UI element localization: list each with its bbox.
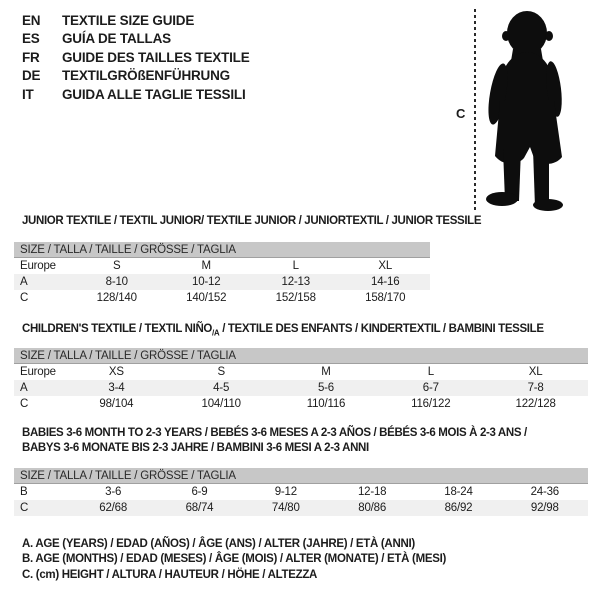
lang-title: GUÍA DE TALLAS <box>62 31 171 47</box>
height-cell: 116/122 <box>411 398 451 410</box>
row-label: Europe <box>20 260 56 272</box>
title-line-1: BABIES 3-6 MONTH TO 2-3 YEARS / BEBÉS 3-6 MESES A 2-3 AÑOS / BÉBÉS 3-6 MOIS À 2-3 ANS / <box>22 427 527 439</box>
lang-row-en <box>22 12 250 30</box>
lang-code: ES <box>22 31 40 47</box>
age-cell: 12-13 <box>281 276 310 288</box>
baby-silhouette <box>483 9 567 211</box>
lang-row-de <box>22 67 250 85</box>
table-row-height <box>14 396 588 412</box>
table-row-age <box>14 274 430 290</box>
lang-code: FR <box>22 49 40 65</box>
table-row-age-months <box>14 484 588 500</box>
lang-title: TEXTILGRÖßENFÜHRUNG <box>62 68 230 84</box>
row-label: C <box>20 502 29 514</box>
lang-code: EN <box>22 13 41 28</box>
junior-size-table <box>14 242 430 306</box>
size-cell: M <box>321 366 331 378</box>
lang-title: TEXTILE SIZE GUIDE <box>62 13 195 28</box>
lang-row-es <box>22 30 250 48</box>
lang-row-fr <box>22 49 250 67</box>
row-label: A <box>20 276 28 288</box>
title-part: / TEXTILE DES ENFANTS / KINDERTEXTIL / BAMBINI TESSILE <box>219 323 544 335</box>
size-cell: S <box>113 260 121 272</box>
size-cell: S <box>217 366 225 378</box>
table-row-height <box>14 500 588 516</box>
language-list <box>22 12 250 104</box>
lang-title: GUIDA ALLE TAGLIE TESSILI <box>62 86 246 102</box>
age-cell: 4-5 <box>213 382 230 394</box>
size-cell: XL <box>378 260 393 272</box>
table-header: SIZE / TALLA / TAILLE / GRÖSSE / TAGLIA <box>14 468 588 484</box>
age-cell: 14-16 <box>371 276 400 288</box>
section-title-junior: JUNIOR TEXTILE / TEXTIL JUNIOR/ TEXTILE JUNIOR / JUNIORTEXTIL / JUNIOR TESSILE <box>22 215 482 227</box>
age-cell: 8-10 <box>105 276 128 288</box>
title-subscript: /A <box>212 328 220 338</box>
table-header: SIZE / TALLA / TAILLE / GRÖSSE / TAGLIA <box>14 242 430 258</box>
age-cell: 3-4 <box>108 382 125 394</box>
height-cell: 68/74 <box>185 502 214 514</box>
age-cell: 7-8 <box>527 382 544 394</box>
age-cell: 10-12 <box>192 276 221 288</box>
height-measure-dashed-line <box>474 9 476 211</box>
height-cell: 152/158 <box>275 292 316 304</box>
row-label: Europe <box>20 366 56 378</box>
height-cell: 92/98 <box>530 502 559 514</box>
footnote-c: C. (cm) HEIGHT / ALTURA / HAUTEUR / HÖHE / ALTEZZA <box>22 568 318 581</box>
children-size-table <box>14 348 588 412</box>
lang-code: IT <box>22 86 34 102</box>
size-cell: XS <box>108 366 124 378</box>
lang-title: GUIDE DES TAILLES TEXTILE <box>62 49 250 65</box>
size-cell: L <box>427 366 434 378</box>
age-cell: 24-36 <box>530 486 560 498</box>
table-row-height <box>14 290 430 306</box>
age-cell: 18-24 <box>444 486 473 498</box>
height-cell: 140/152 <box>186 292 227 304</box>
height-cell: 98/104 <box>99 398 134 410</box>
height-cell: 104/110 <box>201 398 241 410</box>
row-label: B <box>20 486 28 498</box>
footnotes <box>22 537 446 583</box>
height-cell: 128/140 <box>96 292 137 304</box>
row-label: C <box>20 398 29 410</box>
title-line-2: BABYS 3-6 MONATE BIS 2-3 JAHRE / BAMBINI 3-6 MESI A 2-3 ANNI <box>22 442 369 454</box>
section-title-babies <box>22 426 527 456</box>
size-cell: L <box>292 260 299 272</box>
age-cell: 6-9 <box>191 486 208 498</box>
row-label: A <box>20 382 28 394</box>
height-cell: 80/86 <box>358 502 387 514</box>
age-cell: 9-12 <box>274 486 297 498</box>
lang-code: DE <box>22 68 41 84</box>
lang-row-it <box>22 86 250 104</box>
footnote-a: A. AGE (YEARS) / EDAD (AÑOS) / ÂGE (ANS) / ALTER (JAHRE) / ETÀ (ANNI) <box>22 538 415 550</box>
height-cell: 86/92 <box>444 502 473 514</box>
age-cell: 5-6 <box>317 382 334 394</box>
age-cell: 6-7 <box>422 382 439 394</box>
table-header: SIZE / TALLA / TAILLE / GRÖSSE / TAGLIA <box>14 348 588 364</box>
size-cell: XL <box>528 366 543 378</box>
table-row-age <box>14 380 588 396</box>
age-cell: 12-18 <box>357 486 387 498</box>
height-cell: 62/68 <box>99 502 128 514</box>
age-cell: 3-6 <box>105 486 122 498</box>
height-cell: 110/116 <box>306 398 346 410</box>
title-part: CHILDREN'S TEXTILE / TEXTIL NIÑO <box>22 323 213 335</box>
babies-size-table <box>14 468 588 516</box>
size-cell: M <box>201 260 211 272</box>
height-cell: 74/80 <box>271 502 300 514</box>
footnote-b: B. AGE (MONTHS) / EDAD (MESES) / ÂGE (MOIS) / ALTER (MONATE) / ETÀ (MESI) <box>22 553 447 566</box>
height-cell: 122/128 <box>515 398 556 410</box>
figure-label-c: C <box>456 106 466 121</box>
table-row-europe <box>14 364 588 380</box>
height-cell: 158/170 <box>365 292 406 304</box>
section-title-children <box>22 322 544 340</box>
row-label: C <box>20 292 29 304</box>
table-row-europe <box>14 258 430 274</box>
